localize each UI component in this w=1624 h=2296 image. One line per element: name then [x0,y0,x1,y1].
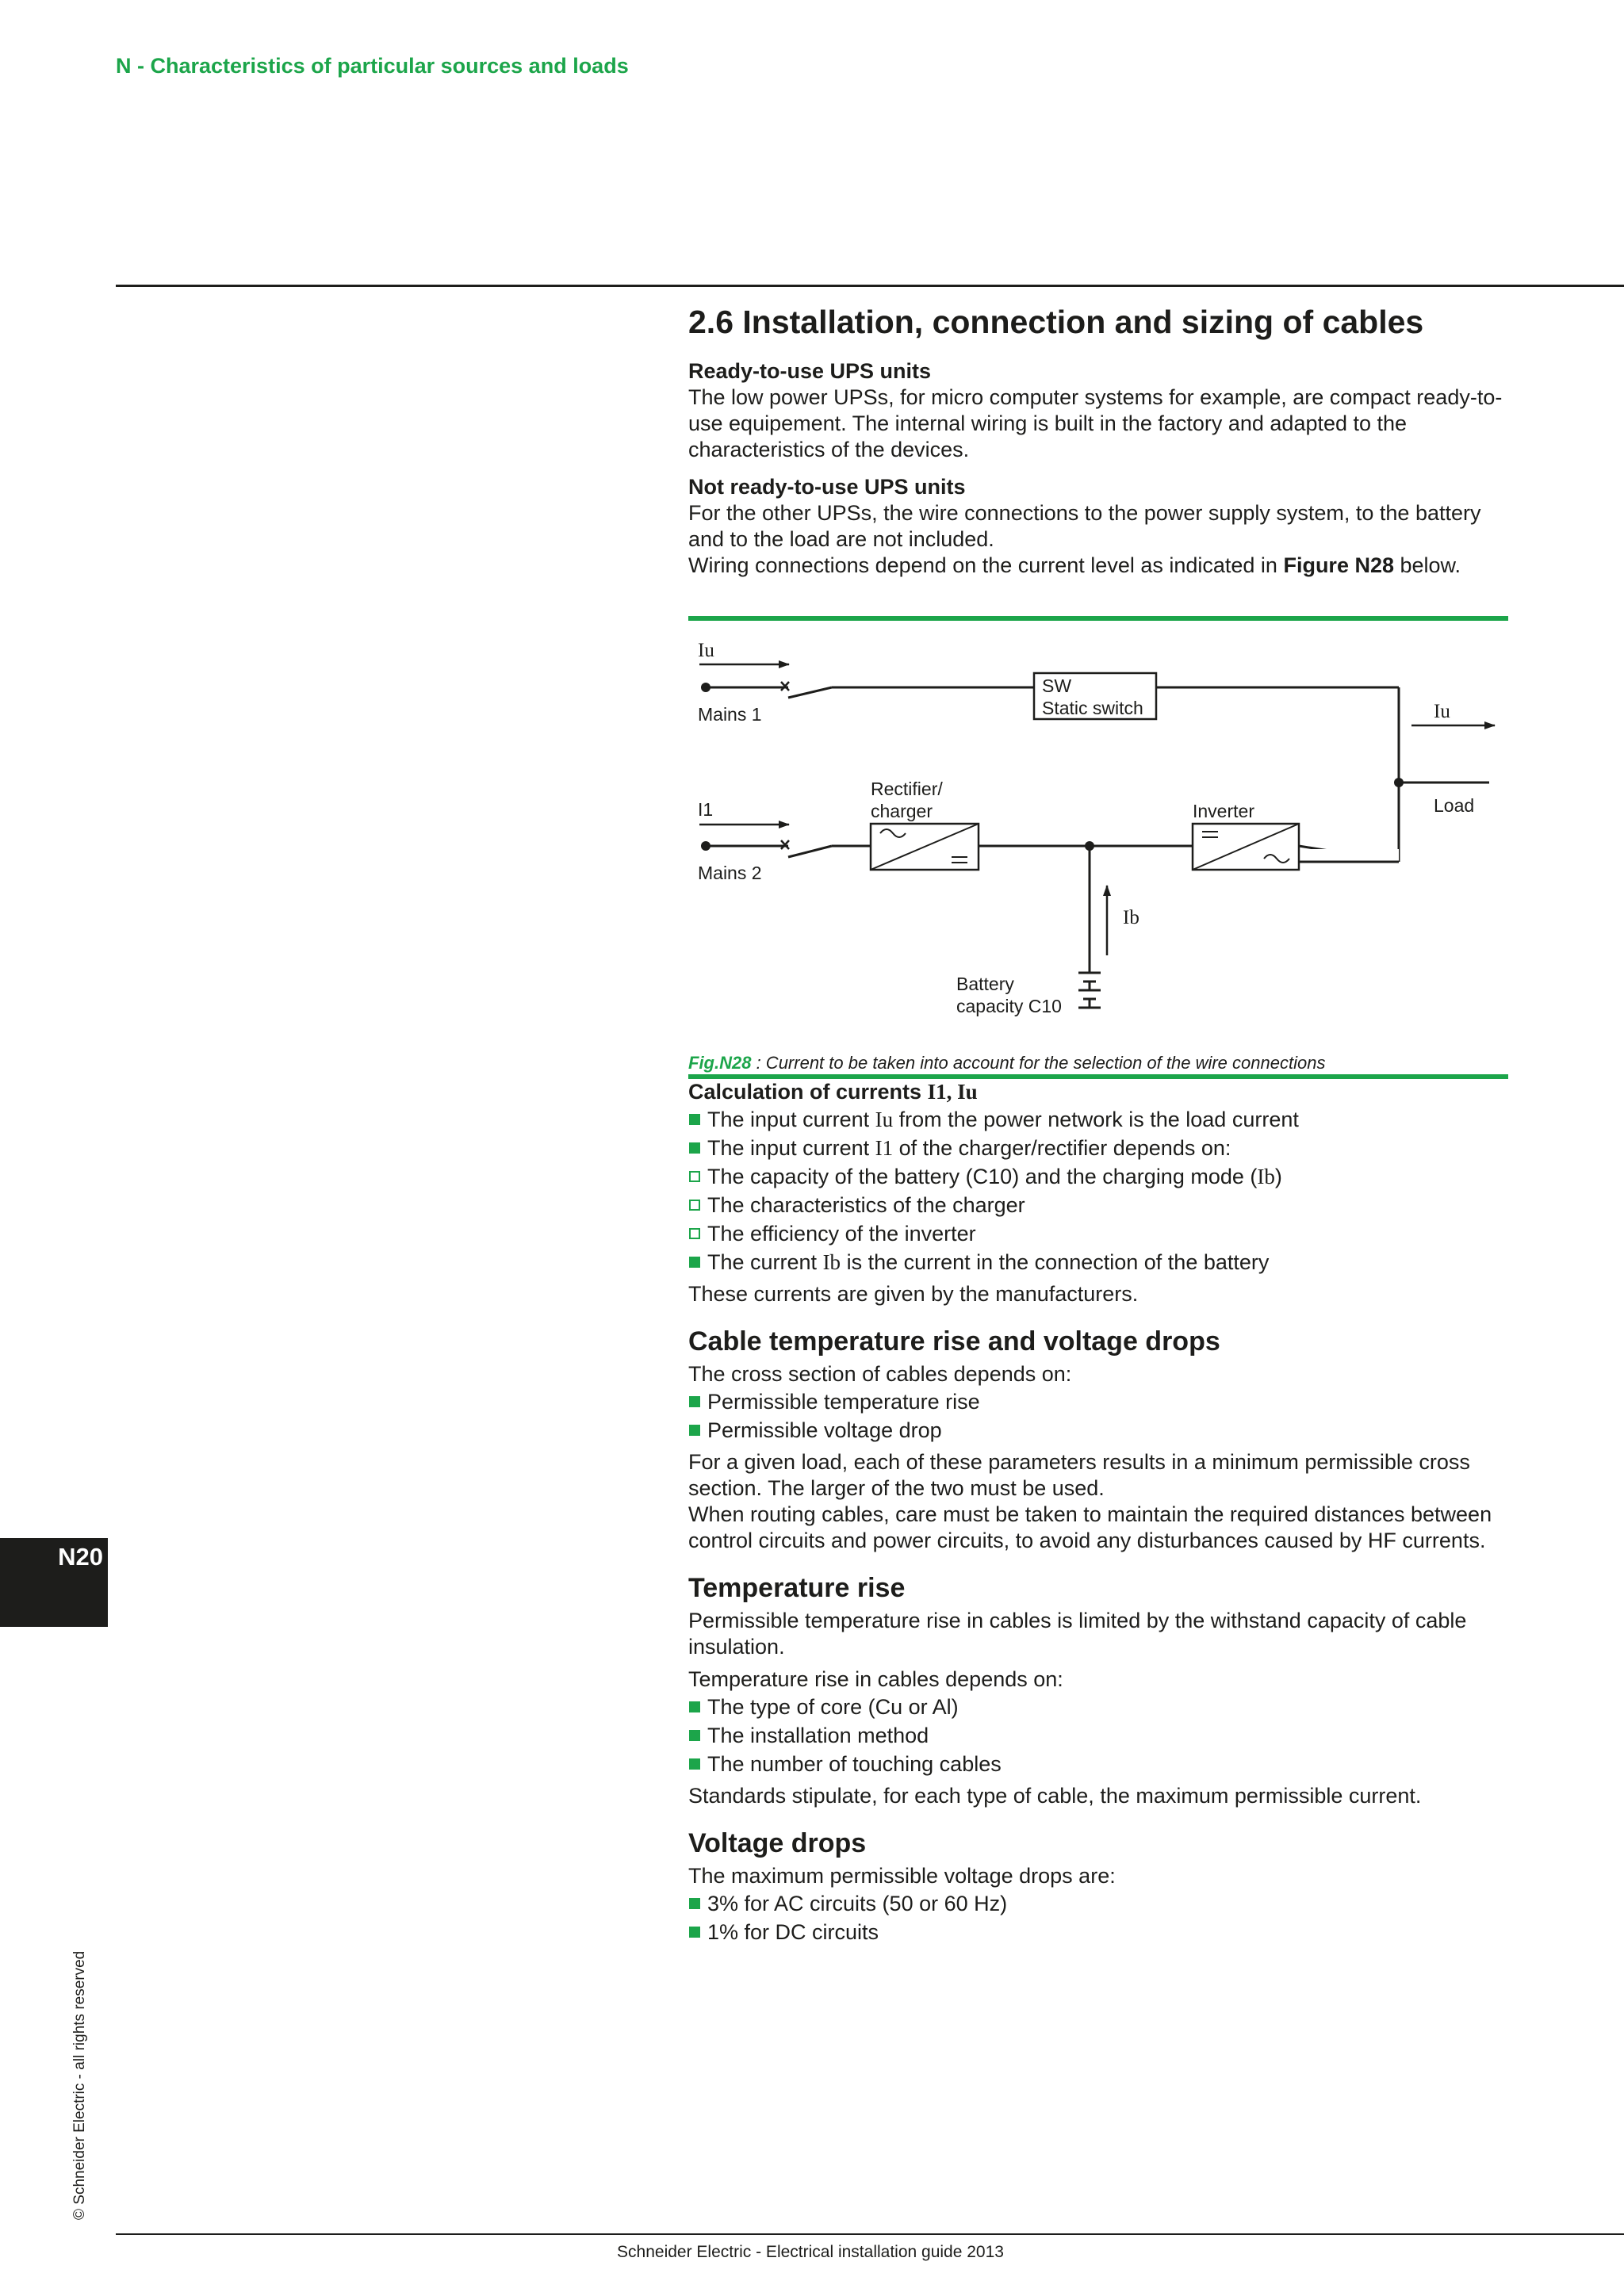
bottom-rule [116,2233,1624,2235]
load-node [1394,778,1404,787]
ready-heading: Ready-to-use UPS units [688,359,932,383]
label-load: Load [1434,795,1475,816]
label-ib: Ib [1123,907,1139,928]
page-footer: Schneider Electric - Electrical installation guide 2013 [617,2243,1004,2261]
temperature-list [688,1693,1513,1778]
label-battery-line2: capacity C10 [956,996,1062,1016]
list-item: 1% for DC circuits [688,1918,1513,1946]
dc-bus-node [1085,841,1094,851]
voltage-intro: The maximum permissible voltage drops are: [688,1864,1116,1888]
label-i1: I1 [698,799,714,820]
ups-wiring-diagram [688,621,1508,1052]
figure-reference-sentence: Wiring connections depend on the current level as indicated in Figure N28 below. [688,553,1461,577]
temperature-closing: Standards stipulate, for each type of cable, the maximum permissible current. [688,1784,1422,1808]
temperature-para1: Permissible temperature rise in cables is limited by the withstand capacity of cable insulation. [688,1609,1467,1659]
mains1-switch-blade [788,687,832,698]
mains2-switch-blade [788,846,832,857]
page-number: N20 [58,1543,103,1571]
list-item: The installation method [688,1721,1513,1750]
cable-intro: The cross section of cables depends on: [688,1362,1072,1386]
label-iu-out: Iu [1434,701,1450,722]
ready-body: The low power UPSs, for micro computer systems for example, are compact ready-to-use equipement. The internal wiring is built in the factory and adapted to the characteristics of the devices. [688,385,1503,461]
list-item: The input current Iu from the power network is the load current [688,1105,1513,1134]
cable-para1: For a given load, each of these parameters results in a minimum permissible cross section. The larger of the two must be used. [688,1450,1470,1500]
list-item: The input current I1 of the charger/rectifier depends on: [688,1134,1513,1162]
label-mains2: Mains 2 [698,863,762,883]
label-inverter: Inverter [1193,801,1254,821]
rectifier-dc-symbol [952,857,967,863]
copyright-notice: © Schneider Electric - all rights reserved [71,1950,88,2220]
rectifier-ac-symbol [880,829,906,837]
list-item: Permissible temperature rise [688,1387,1513,1416]
list-item: The efficiency of the inverter [688,1219,1513,1248]
label-battery-line1: Battery [956,974,1014,994]
inverter-dc-symbol [1202,832,1218,837]
voltage-heading: Voltage drops [688,1828,867,1858]
label-rectifier-line2: charger [871,801,933,821]
list-item: Permissible voltage drop [688,1416,1513,1445]
mains2-terminal [701,841,710,851]
label-mains1: Mains 1 [698,704,762,725]
figure-bottom-rule [688,1074,1508,1079]
figure-caption: Fig.N28 : Current to be taken into account for the selection of the wire connections [688,1053,1326,1073]
top-rule [116,285,1624,287]
temperature-heading: Temperature rise [688,1573,906,1603]
figure-id: Fig.N28 [688,1053,752,1073]
list-item: The characteristics of the charger [688,1191,1513,1219]
page-number-tab [0,1538,108,1627]
chapter-header: N - Characteristics of particular sources and loads [116,54,629,78]
temperature-intro: Temperature rise in cables depends on: [688,1667,1063,1691]
label-iu-in: Iu [698,640,714,661]
list-item: The current Ib is the current in the connection of the battery [688,1248,1513,1276]
label-static-switch: Static switch [1042,698,1143,718]
not-ready-body: For the other UPSs, the wire connections to the power supply system, to the battery and to the load are not included. [688,501,1481,551]
calc-list [688,1105,1513,1276]
list-item: The number of touching cables [688,1750,1513,1778]
cable-list [688,1387,1513,1445]
figure-reference-link: Figure N28 [1283,553,1394,577]
list-item: The capacity of the battery (C10) and the charging mode (Ib) [688,1162,1513,1191]
cable-para2: When routing cables, care must be taken to maintain the required distances between control circuits and power circuits, to avoid any disturbances caused by HF currents. [688,1502,1492,1552]
figure-n28 [688,616,1508,1079]
label-sw: SW [1042,675,1072,696]
list-item: The type of core (Cu or Al) [688,1693,1513,1721]
voltage-list [688,1889,1513,1946]
calc-closing: These currents are given by the manufacturers. [688,1282,1139,1306]
calc-heading: Calculation of currents I1, Iu [688,1080,978,1104]
mains1-terminal [701,683,710,692]
cable-heading: Cable temperature rise and voltage drops [688,1326,1220,1357]
inverter-ac-symbol [1264,855,1289,863]
section-title: 2.6 Installation, connection and sizing of cables [688,304,1424,340]
not-ready-heading: Not ready-to-use UPS units [688,475,966,499]
list-item: 3% for AC circuits (50 or 60 Hz) [688,1889,1513,1918]
main-content [688,301,1513,1946]
label-rectifier-line1: Rectifier/ [871,779,943,799]
